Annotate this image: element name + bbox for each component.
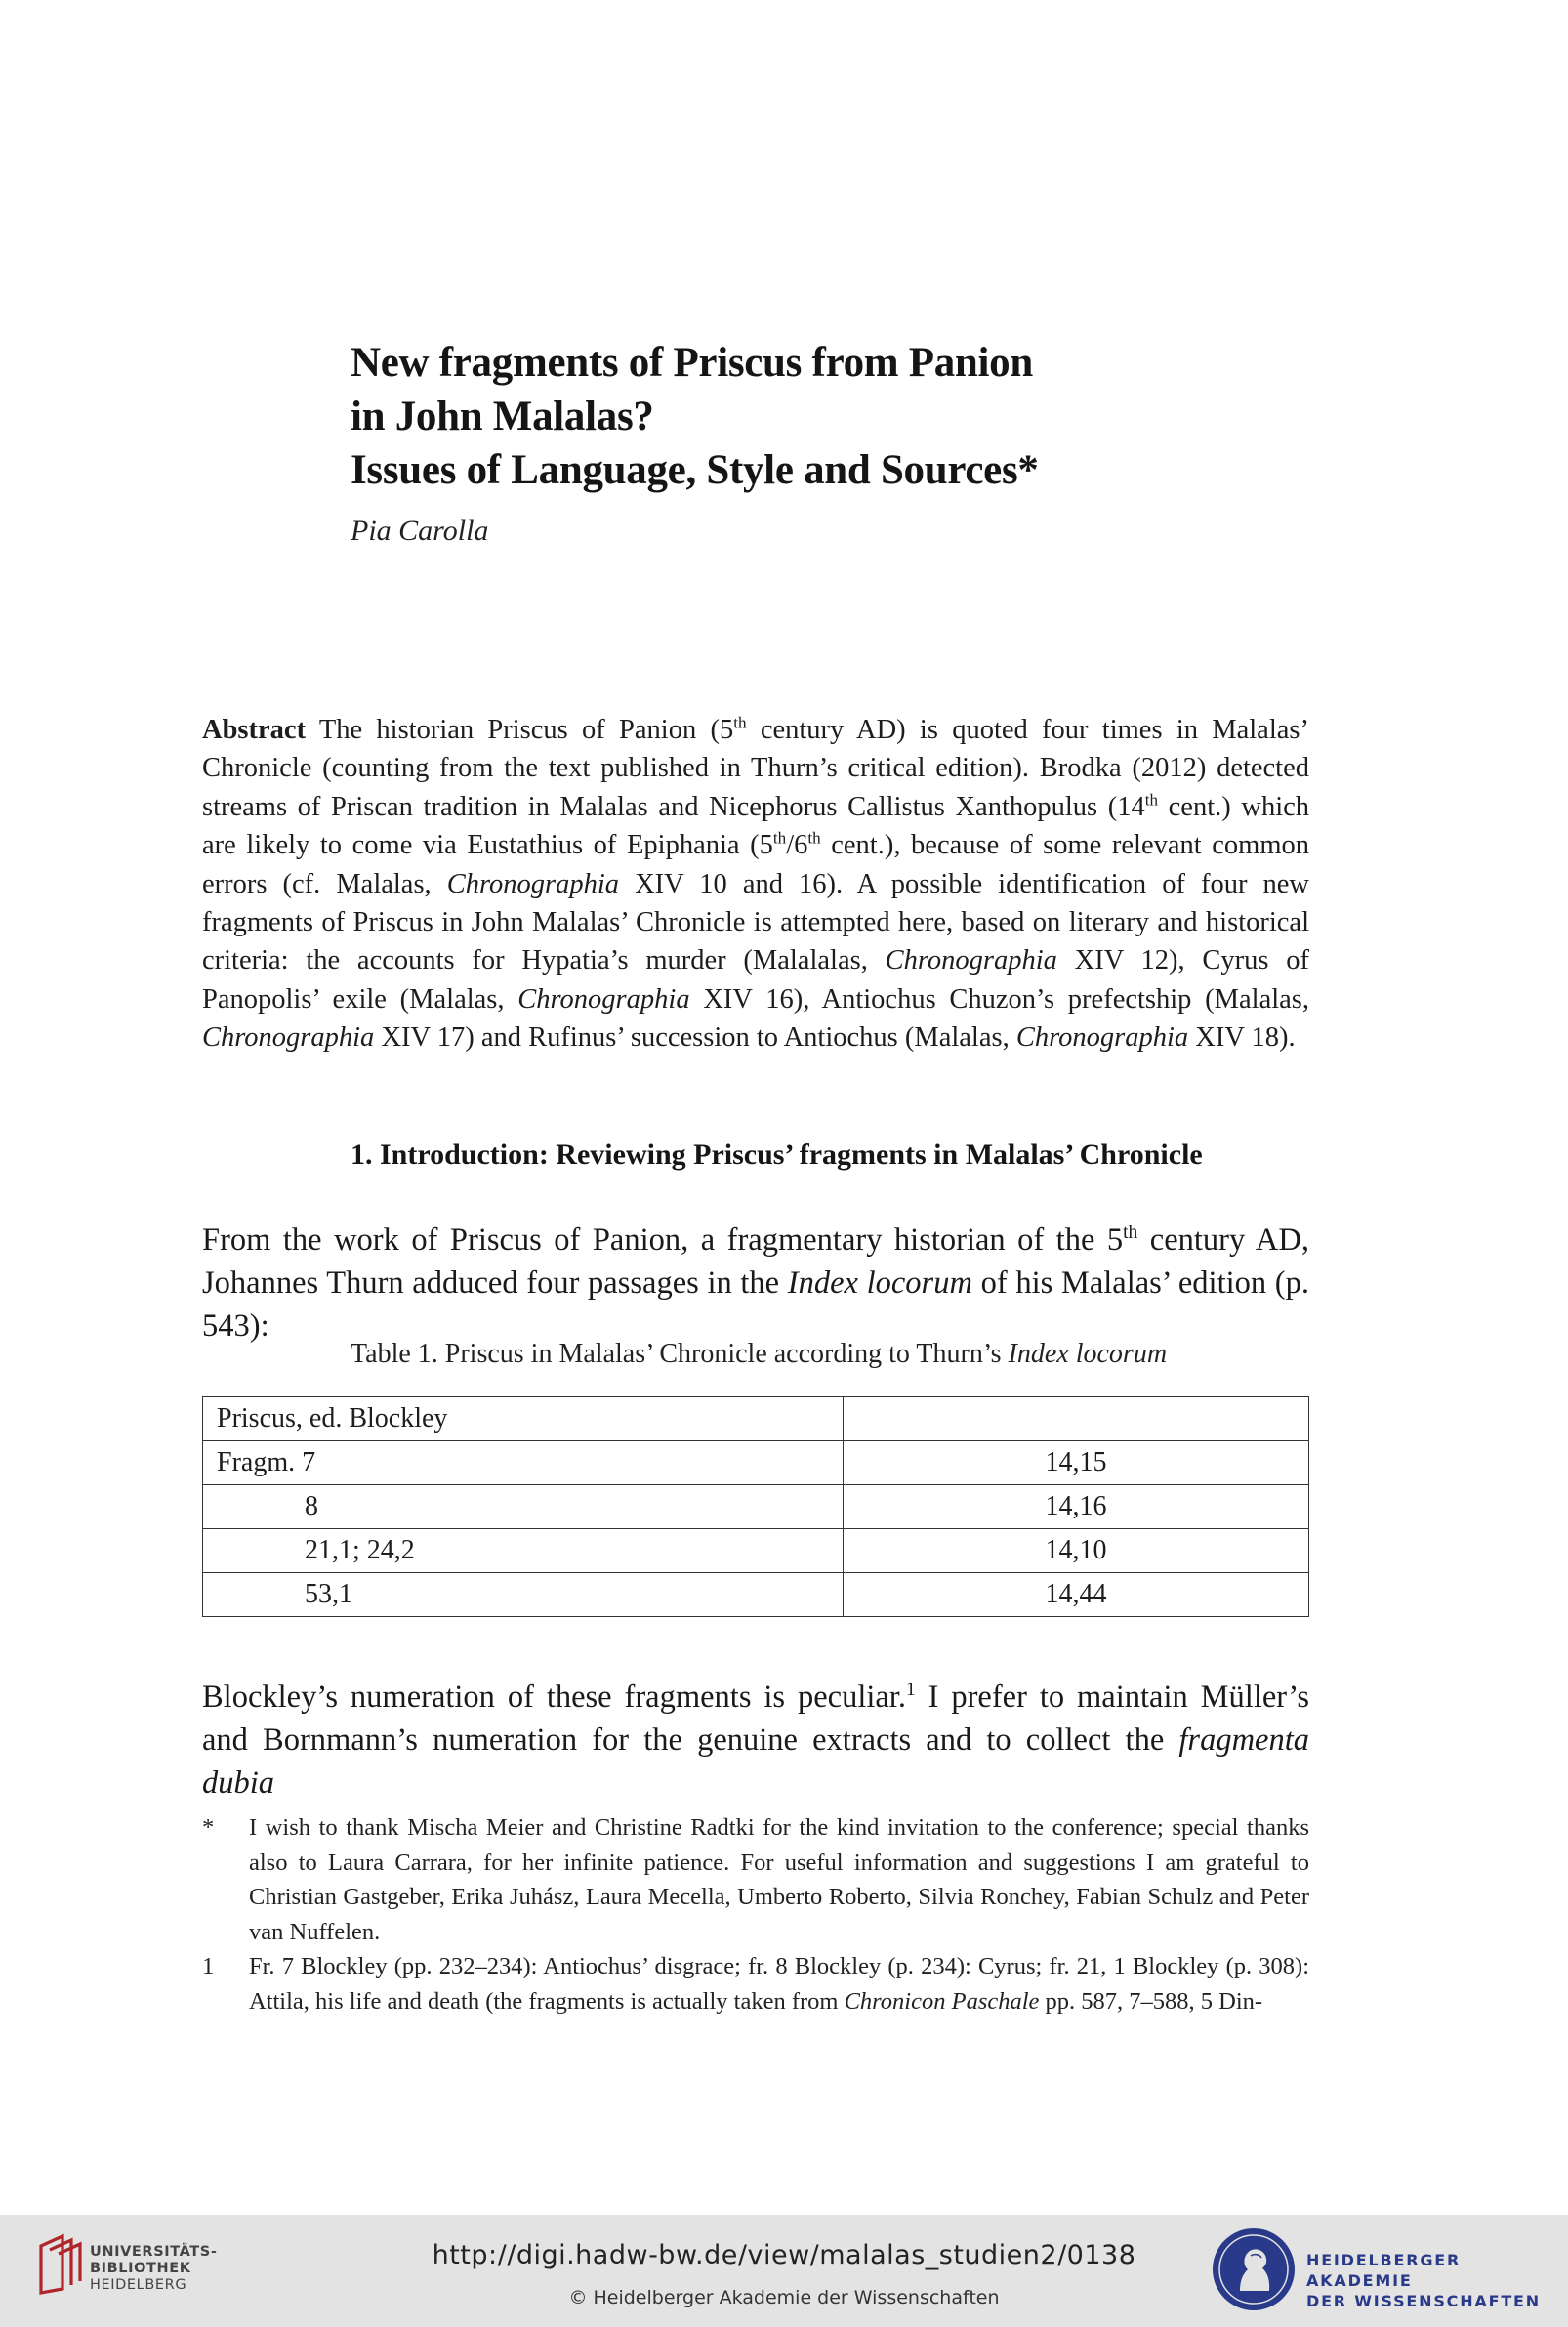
footnote-text-part: pp. 587, 7–588, 5 Din- [1039, 1987, 1263, 2015]
abstract-text: cent.), because of some relevant common errors (cf. Malalas, [202, 830, 1310, 899]
permalink-url[interactable]: http://digi.hadw-bw.de/view/malalas_studien2/0138 [432, 2240, 1136, 2270]
table-cell-reference: 14,15 [844, 1441, 1309, 1485]
superscript: th [1123, 1223, 1138, 1244]
paragraph-text: century AD, Johannes Thurn adduced four passages in the [202, 1223, 1309, 1301]
table-cell-fragment: 53,1 [203, 1573, 844, 1617]
superscript: th [807, 828, 821, 848]
work-title: Chronographia [202, 1022, 375, 1054]
footnotes [202, 1810, 1309, 2018]
footnote-mark: 1 [202, 1953, 215, 1979]
footer-bar [0, 2215, 1568, 2327]
table-cell-fragment: 21,1; 24,2 [203, 1529, 844, 1573]
abstract-text: cent.) which are likely to come via Eustathius of Epiphania (5 [202, 791, 1310, 861]
academy-name-line: DER WISSENSCHAFTEN [1306, 2292, 1541, 2310]
abstract-text: XIV 10 and 16). A possible identification of four new fragments of Priscus in John Malalas’ Chronicle is attempted here, based on literary and historical criteria: the accounts for Hypatia’s murder (Malalalas, [202, 868, 1310, 977]
table-row [203, 1529, 1309, 1573]
abstract-text: XIV 18). [1188, 1022, 1296, 1054]
work-title: Chronographia [885, 945, 1057, 977]
caption-italic: Index locorum [1008, 1339, 1168, 1369]
title-line-1: New fragments of Priscus from Panion [351, 340, 1033, 386]
work-title: Chronographia [1015, 1022, 1189, 1054]
abstract-text: century AD) is quoted four times in Malalas’ Chronicle (counting from the text published in Thurn’s critical edition). Brodka (2012) detected streams of Priscan tradition in Malalas and Nicephorus Callistus Xanthopulus (14 [202, 715, 1309, 822]
table-header-cell [844, 1397, 1309, 1441]
table-cell-reference: 14,44 [844, 1573, 1309, 1617]
footnote [202, 1810, 1309, 1949]
table-header-cell: Priscus, ed. Blockley [203, 1397, 844, 1441]
work-title: Chronographia [446, 868, 620, 899]
superscript: th [772, 828, 787, 848]
paragraph-text: I prefer to maintain Müller’s and Bornmann’s numeration for the genuine extracts and to collect the [202, 1680, 1309, 1758]
footnote-text [249, 1949, 1309, 2018]
table-cell-reference: 14,16 [844, 1485, 1309, 1529]
table-header-row [203, 1397, 1309, 1441]
abstract-text: /6 [786, 830, 808, 861]
footnote-mark: * [202, 1814, 215, 1841]
footnote-reference: 1 [905, 1680, 916, 1701]
body-paragraph-1 [202, 1219, 1309, 1348]
table-caption [351, 1339, 1327, 1370]
work-title: Index locorum [787, 1266, 972, 1301]
academy-name [1306, 2250, 1568, 2311]
ub-name-line: UNIVERSITÄTS- [90, 2244, 218, 2260]
work-title: Chronographia [517, 983, 690, 1015]
title-line-3: Issues of Language, Style and Sources* [351, 447, 1039, 493]
table-row [203, 1485, 1309, 1529]
academy-name-line: HEIDELBERGER AKADEMIE [1306, 2251, 1462, 2290]
footnote-text: I wish to thank Mischa Meier and Christine Radtki for the kind invitation to the conference; special thanks also to Laura Carrara, for her infinite patience. For useful information and suggestions I am grateful to Christian Gastgeber, Erika Juhász, Laura Mecella, Umberto Roberto, Silvia Ronchey, Fabian Schulz and Peter van Nuffelen. [249, 1814, 1309, 1945]
paragraph-text: Blockley’s numeration of these fragments is peculiar. [202, 1680, 906, 1715]
title-line-2: in John Malalas? [351, 394, 654, 439]
copyright-notice: © Heidelberger Akademie der Wissenschaften [568, 2287, 1000, 2308]
abstract [202, 711, 1309, 1058]
academy-seal-icon [1211, 2226, 1297, 2312]
abstract-text: XIV 17) and Rufinus’ succession to Antiochus (Malalas, [374, 1022, 1016, 1054]
article-title-block [351, 336, 1229, 548]
table-cell-fragment: Fragm. 7 [203, 1441, 844, 1485]
body-paragraph-2 [202, 1676, 1309, 1805]
superscript: th [1144, 790, 1159, 810]
footnote-text-part: Fr. 7 Blockley (pp. 232–234): Antiochus’ disgrace; fr. 8 Blockley (p. 234): Cyrus; fr. 21, 1 Blockley (p. 308): Attila, his life and death (the fragments is actually taken from [249, 1953, 1309, 2015]
superscript: th [733, 713, 747, 732]
paragraph-text: From the work of Priscus of Panion, a fragmentary historian of the 5 [202, 1223, 1124, 1258]
latin-term: fragmenta dubia [202, 1723, 1309, 1801]
caption-text: Table 1. Priscus in Malalas’ Chronicle according to Thurn’s [351, 1339, 1009, 1369]
abstract-text: XIV 16), Antiochus Chuzon’s prefectship (Malalas, [689, 983, 1309, 1015]
ub-name-line: HEIDELBERG [90, 2277, 187, 2293]
table-cell-fragment: 8 [203, 1485, 844, 1529]
table-cell-reference: 14,10 [844, 1529, 1309, 1573]
priscus-table [202, 1396, 1309, 1617]
footnote [202, 1949, 1309, 2018]
ub-name-line: BIBLIOTHEK [90, 2261, 191, 2276]
section-heading: 1. Introduction: Reviewing Priscus’ fragments in Malalas’ Chronicle [351, 1139, 1203, 1171]
author-name: Pia Carolla [351, 515, 489, 547]
table-row [203, 1573, 1309, 1617]
abstract-text: The historian Priscus of Panion (5 [306, 715, 734, 745]
table-row [203, 1441, 1309, 1485]
work-title: Chronicon Paschale [844, 1987, 1040, 2015]
abstract-label: Abstract [202, 715, 307, 745]
paragraph-text: of his Malalas’ edition (p. 543): [202, 1266, 1310, 1344]
abstract-text: XIV 12), Cyrus of Panopolis’ exile (Malalas, [202, 945, 1309, 1015]
